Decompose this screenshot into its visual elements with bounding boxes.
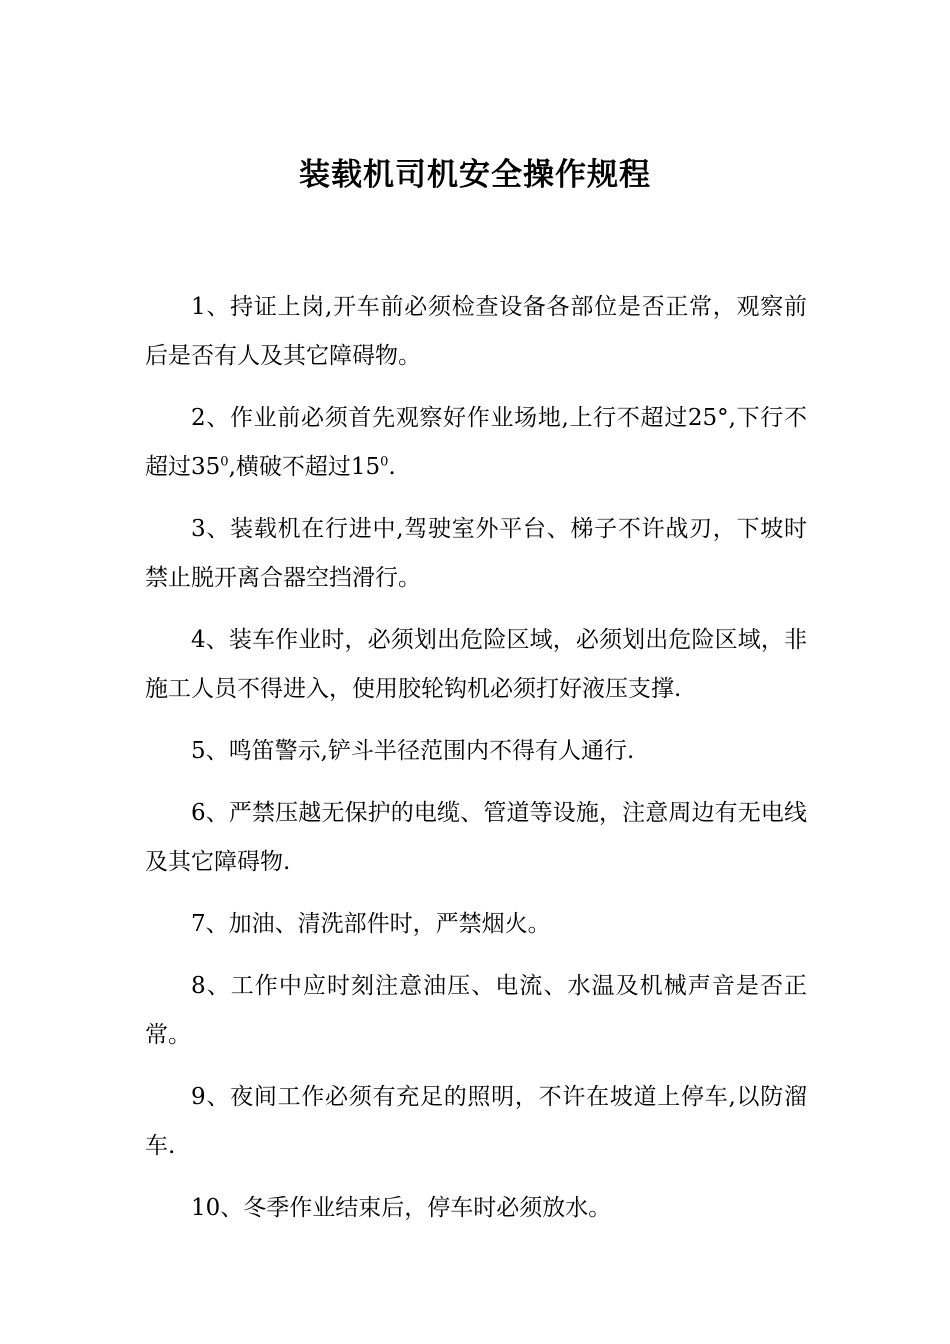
- rule-item-2-mid: ,横破不超过15: [228, 454, 381, 480]
- superscript: 0: [380, 454, 389, 470]
- rule-item-9: 9、夜间工作必须有充足的照明，不许在坡道上停车,以防溜车.: [145, 1084, 807, 1159]
- rule-item-4: 4、装车作业时，必须划出危险区域，必须划出危险区域，非施工人员不得进入，使用胶轮钩机必须打好液压支撑.: [145, 627, 807, 702]
- rule-item-8: 8、工作中应时刻注意油压、电流、水温及机械声音是否正常。: [145, 973, 807, 1048]
- page-title: 装载机司机安全操作规程: [299, 157, 651, 193]
- rule-item-2-end: .: [388, 454, 396, 480]
- rule-item-2: [145, 394, 807, 492]
- rule-item-1: 1、持证上岗,开车前必须检查设备各部位是否正常，观察前后是否有人及其它障碍物。: [145, 294, 807, 369]
- rule-item-3: 3、装载机在行进中,驾驶室外平台、梯子不许战刃，下坡时禁止脱开离合器空挡滑行。: [145, 516, 807, 591]
- superscript: 0: [220, 454, 229, 470]
- rule-item-10: 10、冬季作业结束后，停车时必须放水。: [191, 1195, 612, 1221]
- rule-item-5: 5、鸣笛警示,铲斗半径范围内不得有人通行.: [191, 738, 635, 764]
- rule-item-2-text: 2、作业前必须首先观察好作业场地,上行不超过25°,下行不超过35: [145, 405, 807, 480]
- rule-item-7: 7、加油、清洗部件时，严禁烟火。: [191, 911, 551, 937]
- rules-list: [145, 283, 807, 1246]
- rule-item-6: 6、严禁压越无保护的电缆、管道等设施，注意周边有无电线及其它障碍物.: [145, 800, 807, 875]
